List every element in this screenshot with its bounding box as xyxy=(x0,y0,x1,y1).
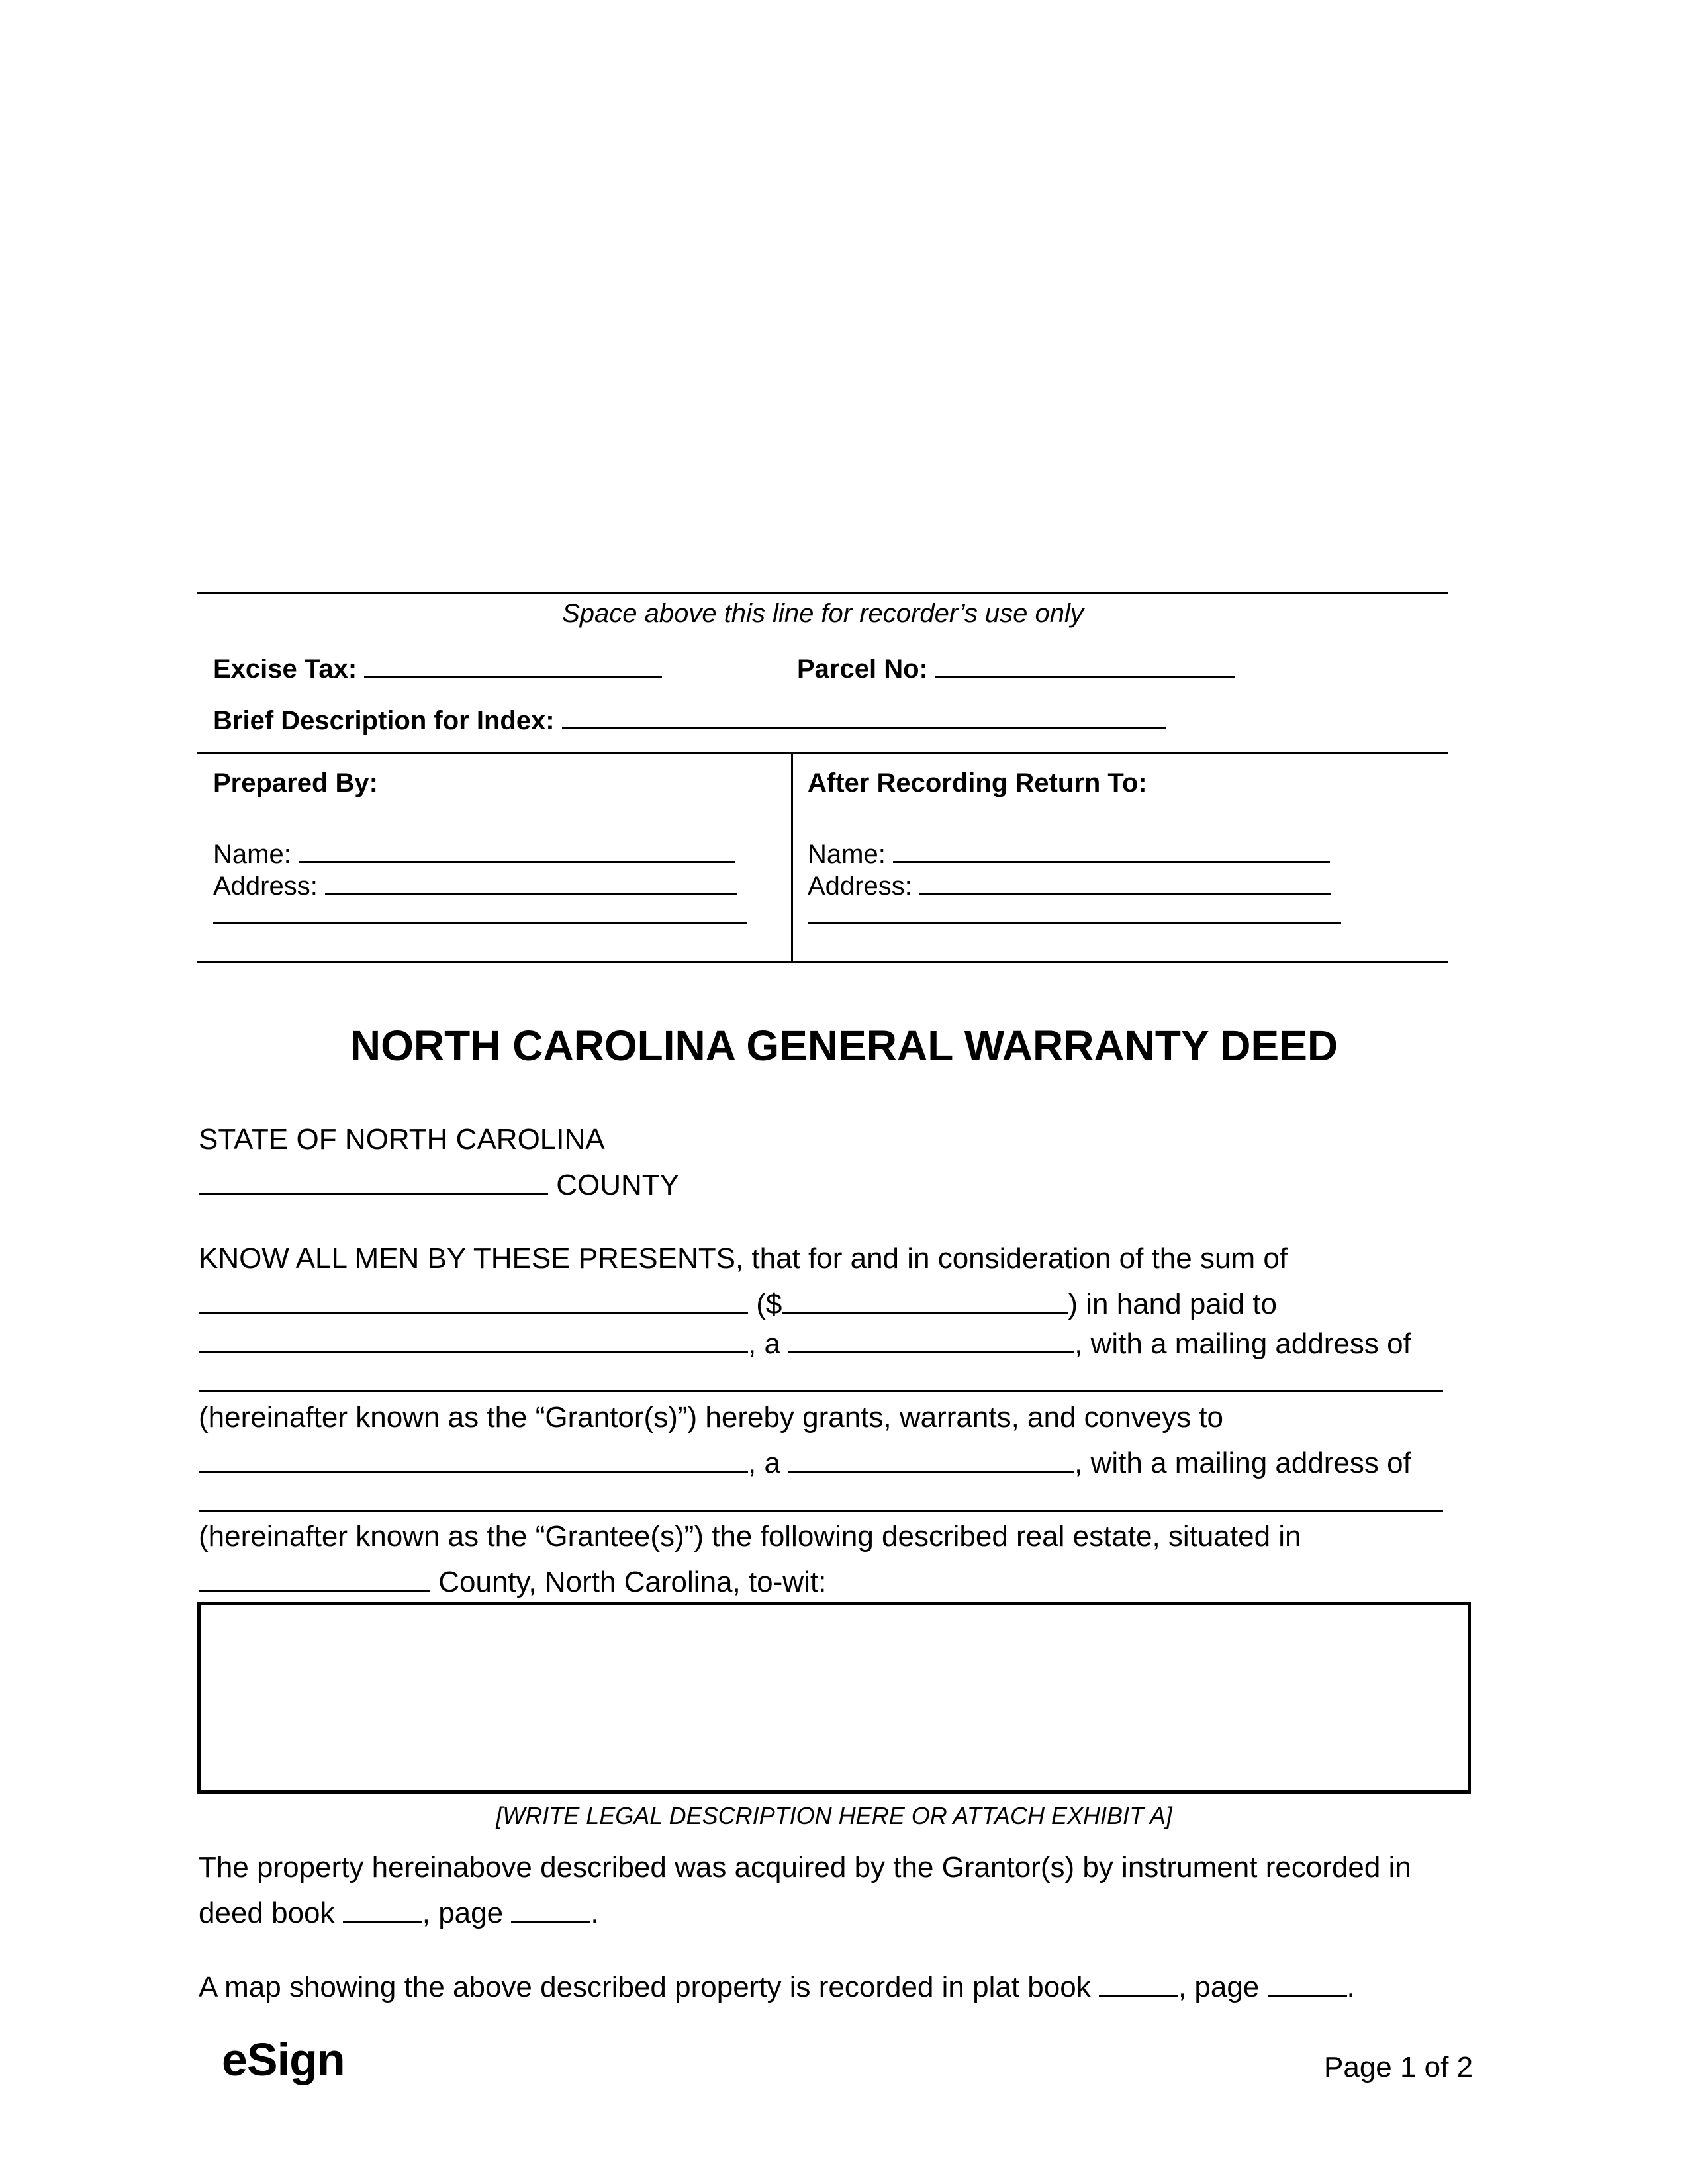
county-field[interactable] xyxy=(199,1165,679,1200)
grantee-comma-a: , a xyxy=(748,1446,780,1479)
plat-book-line xyxy=(199,1967,1355,2002)
prepared-by-label: Prepared By: xyxy=(213,768,378,797)
plat-book-blank[interactable] xyxy=(1099,1967,1178,1997)
return-to-name-blank[interactable] xyxy=(893,836,1330,863)
prepared-by-address-line2[interactable] xyxy=(213,922,747,924)
prepared-by-address-blank[interactable] xyxy=(325,868,737,895)
state-line: STATE OF NORTH CAROLINA xyxy=(199,1123,605,1156)
plat-page-blank[interactable] xyxy=(1268,1967,1347,1997)
deed-period: . xyxy=(590,1896,599,1929)
prepared-by-name-field[interactable] xyxy=(213,836,735,868)
excise-tax-label: Excise Tax: xyxy=(213,655,357,684)
return-to-address-label: Address: xyxy=(808,872,912,901)
deed-book-line xyxy=(199,1893,599,1928)
grantor-name-line xyxy=(199,1324,1411,1359)
excise-tax-field[interactable] xyxy=(213,651,662,682)
return-to-address-blank[interactable] xyxy=(919,868,1331,895)
header-mid-line xyxy=(197,752,1448,754)
return-to-address-line2[interactable] xyxy=(808,922,1341,924)
county-blank[interactable] xyxy=(199,1165,548,1195)
return-to-label: After Recording Return To: xyxy=(808,768,1147,797)
prepared-by-address-field[interactable] xyxy=(213,868,737,899)
deed-book-blank[interactable] xyxy=(343,1893,422,1923)
return-to-name-label: Name: xyxy=(808,840,886,869)
consideration-amount-line xyxy=(199,1284,1277,1319)
prepared-by-address-label: Address: xyxy=(213,872,318,901)
brief-description-blank[interactable] xyxy=(562,702,1166,729)
acquired-line: The property hereinabove described was acquired by the Grantor(s) by instrument recorded in xyxy=(199,1851,1411,1884)
recorder-note: Space above this line for recorder’s use only xyxy=(562,599,1084,628)
brief-description-label: Brief Description for Index: xyxy=(213,706,555,735)
county-nc-label: County, North Carolina, to-wit: xyxy=(438,1565,827,1598)
parcel-no-blank[interactable] xyxy=(935,651,1235,678)
plat-page-label: , page xyxy=(1178,1970,1260,2003)
property-county-blank[interactable] xyxy=(199,1562,430,1592)
grantee-name-blank[interactable] xyxy=(199,1443,748,1473)
grantor-comma-a: , a xyxy=(748,1327,780,1360)
prepared-by-name-label: Name: xyxy=(213,840,291,869)
in-hand-paid-to: ) in hand paid to xyxy=(1068,1287,1277,1320)
grantee-mailing-address-label: , with a mailing address of xyxy=(1074,1446,1411,1479)
parcel-no-field[interactable] xyxy=(797,651,1235,682)
excise-tax-blank[interactable] xyxy=(364,651,662,678)
grantee-address-blank[interactable] xyxy=(199,1510,1443,1512)
grantee-type-blank[interactable] xyxy=(788,1443,1074,1473)
legal-description-note: [WRITE LEGAL DESCRIPTION HERE OR ATTACH EXHIBIT A] xyxy=(496,1802,1172,1829)
grantor-mailing-address-label: , with a mailing address of xyxy=(1074,1327,1411,1360)
property-county-line xyxy=(199,1562,826,1597)
plat-map-label: A map showing the above described property is recorded in plat book xyxy=(199,1970,1091,2003)
consideration-words-blank[interactable] xyxy=(199,1284,748,1314)
grantor-address-blank[interactable] xyxy=(199,1390,1443,1392)
return-to-address-field[interactable] xyxy=(808,868,1331,899)
county-label: COUNTY xyxy=(556,1168,680,1201)
grantor-clause: (hereinafter known as the “Grantor(s)”) hereby grants, warrants, and conveys to xyxy=(199,1401,1224,1433)
grantor-name-blank[interactable] xyxy=(199,1324,748,1353)
consideration-line: KNOW ALL MEN BY THESE PRESENTS, that for and in consideration of the sum of xyxy=(199,1242,1288,1275)
header-bottom-line xyxy=(197,961,1448,963)
document-title: NORTH CAROLINA GENERAL WARRANTY DEED xyxy=(350,1022,1338,1069)
plat-period: . xyxy=(1346,1970,1355,2003)
consideration-amount-blank[interactable] xyxy=(782,1284,1068,1314)
return-to-name-field[interactable] xyxy=(808,836,1330,868)
deed-page-blank[interactable] xyxy=(511,1893,590,1923)
deed-book-label: deed book xyxy=(199,1896,335,1929)
parcel-no-label: Parcel No: xyxy=(797,655,928,684)
esign-logo: eSign xyxy=(222,2034,345,2085)
deed-page-label: , page xyxy=(422,1896,504,1929)
grantee-name-line xyxy=(199,1443,1411,1478)
header-divider xyxy=(791,752,793,962)
grantor-type-blank[interactable] xyxy=(788,1324,1074,1353)
recorder-top-line xyxy=(197,592,1448,594)
grantee-clause: (hereinafter known as the “Grantee(s)”) the following described real estate, situated in xyxy=(199,1520,1301,1553)
page-indicator: Page 1 of 2 xyxy=(1324,2051,1474,2083)
prepared-by-name-blank[interactable] xyxy=(299,836,735,863)
brief-description-field[interactable] xyxy=(213,702,1166,734)
legal-description-box[interactable] xyxy=(197,1602,1471,1794)
dollar-open: ($ xyxy=(756,1287,782,1320)
